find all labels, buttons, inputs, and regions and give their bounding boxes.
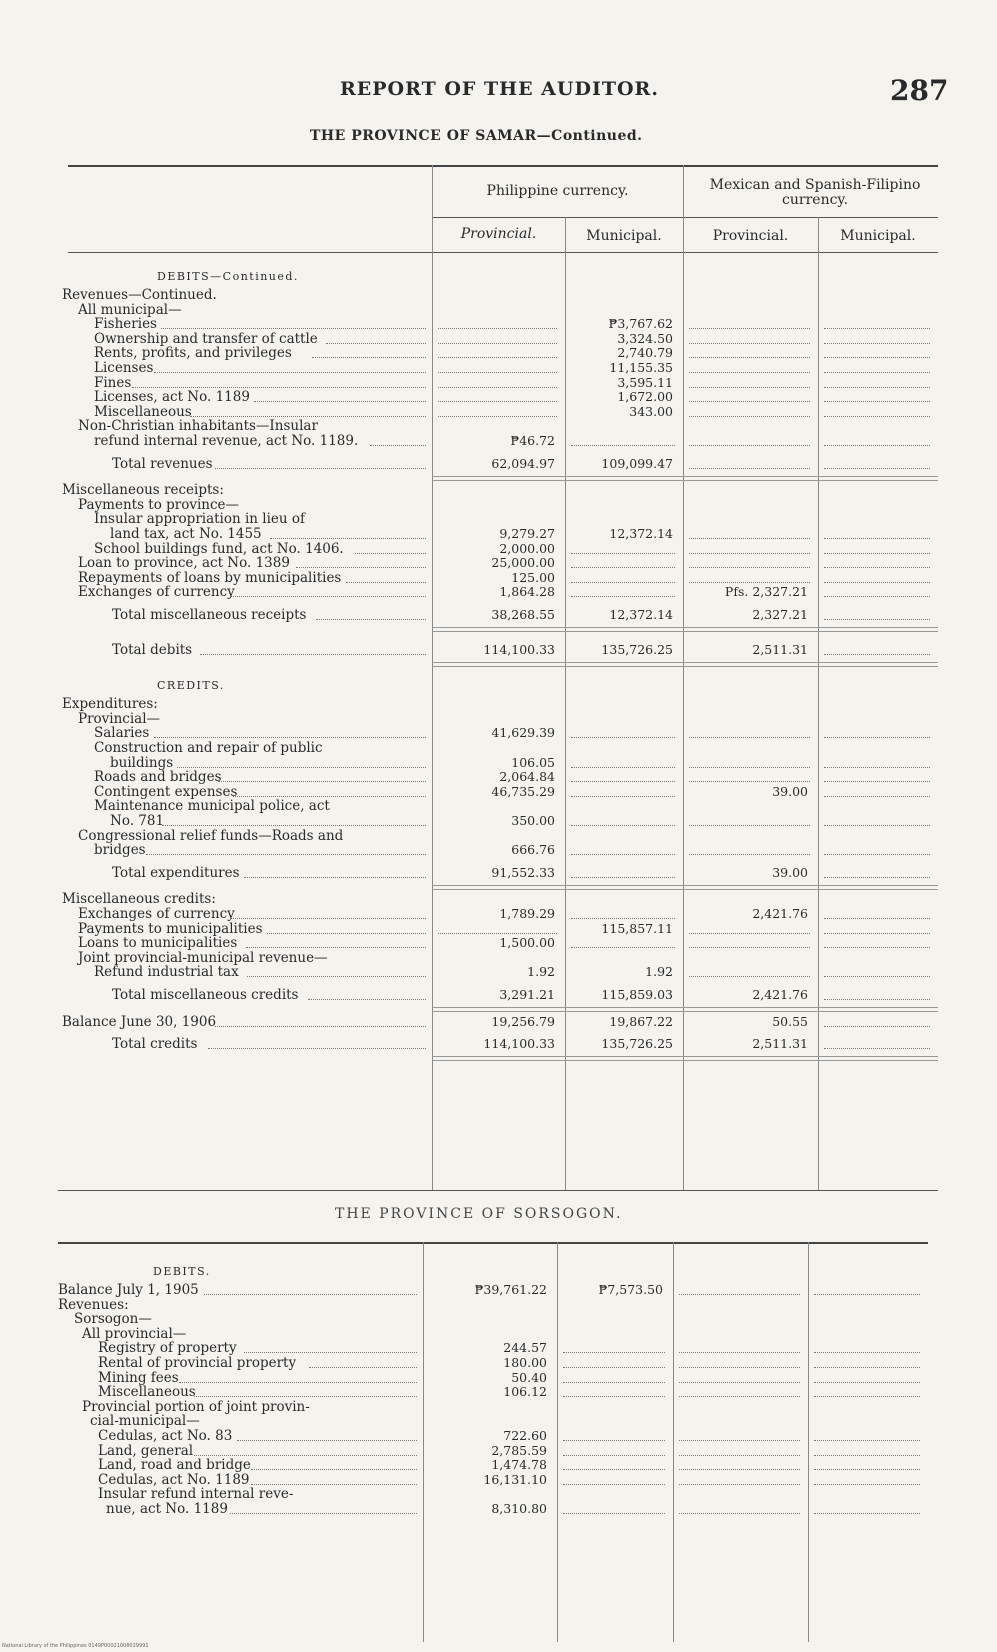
empty-cell-dots [438,416,557,417]
row-label: Mining fees [98,1369,179,1386]
cell-value: 2,511.31 [752,1036,808,1052]
cell-value: 2,327.21 [752,607,808,622]
empty-cell-dots [824,654,930,655]
leader-dots [267,933,426,934]
cell-value: 114,100.33 [483,641,555,657]
empty-cell-dots [689,538,810,539]
cell-value: 2,421.76 [752,987,808,1002]
leader-dots [270,538,426,539]
empty-cell-dots [689,854,810,855]
report-title: REPORT OF THE AUDITOR. [340,78,659,100]
empty-cell-dots [689,357,810,358]
empty-cell-dots [563,1352,665,1353]
sorsogon-title: THE PROVINCE OF SORSOGON. [335,1206,623,1222]
empty-cell-dots [814,1455,920,1456]
leader-dots [237,1440,417,1441]
total-label: Total revenues [112,455,213,472]
empty-cell-dots [563,1396,665,1397]
cell-value: 1,500.00 [499,935,555,951]
cell-value: 8,310.80 [491,1501,547,1516]
total-rule [432,885,938,890]
total-label: Total expenditures [112,864,240,881]
empty-cell-dots [824,781,930,782]
cell-value: 11,155.35 [609,360,673,375]
row-label: Non-Christian inhabitants—Insular [78,418,318,435]
empty-cell-dots [824,918,930,919]
leader-dots [132,387,426,388]
col-divider [673,1242,674,1642]
empty-cell-dots [438,328,557,329]
row-label: All municipal— [78,301,182,318]
col-header-provincial: Provincial. [460,226,537,242]
cell-value: 666.76 [511,842,555,858]
empty-cell-dots [824,825,930,826]
cell-value: 2,785.59 [491,1442,547,1458]
row-label: cial-municipal— [90,1413,200,1430]
cell-value: 50.40 [511,1369,547,1385]
row-label: bridges [94,842,146,859]
cell-value: Pfs. 2,327.21 [724,584,808,600]
empty-cell-dots [563,1513,665,1514]
total-label: Total miscellaneous receipts [112,607,307,623]
row-label: Payments to province— [78,496,240,513]
leader-dots [312,357,426,358]
cell-value: ₱7,573.50 [598,1282,663,1297]
empty-cell-dots [824,372,930,373]
empty-cell-dots [689,781,810,782]
empty-cell-dots [689,387,810,388]
leader-dots [244,1352,417,1353]
empty-cell-dots [824,737,930,738]
cell-value: 1,789.29 [499,906,555,921]
row-label: Revenues: [58,1296,129,1313]
table-top-rule [68,165,938,167]
empty-cell-dots [679,1396,800,1397]
empty-cell-dots [571,737,675,738]
leader-dots [254,401,426,402]
leader-dots [251,1484,417,1485]
empty-cell-dots [824,999,930,1000]
cell-value: 1.92 [527,964,555,980]
leader-dots [154,737,426,738]
empty-cell-dots [824,328,930,329]
row-label: Balance July 1, 1905 [58,1282,199,1298]
empty-cell-dots [571,553,675,554]
row-label: Maintenance municipal police, act [94,798,330,815]
cell-value: 41,629.39 [491,725,555,741]
empty-cell-dots [689,468,810,469]
cell-value: 3,291.21 [499,987,555,1002]
empty-cell-dots [824,401,930,402]
cell-value: 180.00 [503,1355,547,1370]
empty-cell-dots [571,796,675,797]
leader-dots [194,1396,417,1397]
row-label: Balance June 30, 1906 [62,1013,217,1030]
empty-cell-dots [563,1382,665,1383]
empty-cell-dots [689,416,810,417]
cell-value: 2,421.76 [752,906,808,921]
empty-cell-dots [563,1440,665,1441]
empty-cell-dots [824,854,930,855]
empty-cell-dots [679,1440,800,1441]
scan-footer: National Library of the Philippines 0149P00021008029991 [2,1643,149,1649]
empty-cell-dots [689,737,810,738]
empty-cell-dots [824,357,930,358]
empty-cell-dots [824,468,930,469]
total-label: Total credits [112,1036,198,1053]
empty-cell-dots [571,445,675,446]
cell-value: 135,726.25 [601,1036,673,1052]
empty-cell-dots [571,596,675,597]
empty-cell-dots [563,1367,665,1368]
cell-value: 2,064.84 [499,769,555,785]
row-label: Cedulas, act No. 1189 [98,1471,250,1488]
empty-cell-dots [689,825,810,826]
empty-cell-dots [571,877,675,878]
empty-cell-dots [824,538,930,539]
leader-dots [146,854,426,855]
row-label: Land, road and bridge [98,1457,251,1474]
leader-dots [230,1513,417,1514]
row-label: Ownership and transfer of cattle [94,330,318,347]
row-label: All provincial— [82,1325,187,1342]
cell-value: 19,867.22 [609,1013,673,1029]
empty-cell-dots [814,1484,920,1485]
empty-cell-dots [689,343,810,344]
empty-cell-dots [438,372,557,373]
cell-value: 106.05 [511,754,555,770]
page-number: 287 [890,74,949,107]
row-label: Sorsogon— [74,1311,152,1328]
row-label: Roads and bridges [94,769,222,786]
col-divider [557,1242,558,1642]
row-label: Contingent expenses [94,783,238,800]
leader-dots [154,372,426,373]
col-header-municipal: Municipal. [840,228,916,244]
empty-cell-dots [689,553,810,554]
row-label: Provincial portion of joint provin- [82,1398,310,1415]
section-heading: DEBITS—Continued. [157,270,299,283]
leader-dots [308,999,426,1000]
empty-cell-dots [563,1469,665,1470]
empty-cell-dots [563,1455,665,1456]
empty-cell-dots [689,372,810,373]
cell-value: 1,672.00 [617,389,673,405]
cell-value: ₱3,767.62 [608,316,673,332]
cell-value: 244.57 [503,1340,547,1356]
cell-value: 62,094.97 [491,455,555,471]
row-label: School buildings fund, act No. 1406. [94,540,344,557]
cell-value: 19,256.79 [491,1013,555,1029]
leader-dots [215,468,426,469]
row-label: Registry of property [98,1340,237,1357]
total-rule [432,1007,938,1012]
cell-value: 2,511.31 [752,641,808,657]
cell-value: 50.55 [772,1013,808,1029]
empty-cell-dots [571,825,675,826]
empty-cell-dots [824,796,930,797]
cell-value: 1.92 [645,964,673,980]
col-group-philippine: Philippine currency. [486,183,629,199]
empty-cell-dots [824,387,930,388]
col-header-municipal: Municipal. [586,228,662,244]
row-label: Loans to municipalities [78,935,238,952]
section-heading: CREDITS. [157,679,225,693]
empty-cell-dots [571,781,675,782]
empty-cell-dots [679,1513,800,1514]
cell-value: 12,372.14 [609,607,673,622]
row-label: Payments to municipalities [78,920,263,937]
col-divider [818,217,819,1190]
cell-value: 16,131.10 [483,1471,547,1487]
leader-dots [204,1294,417,1295]
empty-cell-dots [438,343,557,344]
empty-cell-dots [824,596,930,597]
leader-dots [215,1026,426,1027]
row-label: buildings [110,754,174,771]
empty-cell-dots [689,567,810,568]
row-label: Miscellaneous receipts: [62,482,224,499]
leader-dots [251,1469,417,1470]
empty-cell-dots [824,976,930,977]
leader-dots [200,654,426,655]
leader-dots [194,1455,417,1456]
leader-dots [346,582,426,583]
samar-title: THE PROVINCE OF SAMAR—Continued. [310,128,643,144]
row-label: Expenditures: [62,696,158,713]
empty-cell-dots [689,582,810,583]
cell-value: 350.00 [511,813,555,828]
leader-dots [246,947,426,948]
row-label: nue, act No. 1189 [106,1501,228,1517]
leader-dots [316,619,426,620]
empty-cell-dots [689,328,810,329]
cell-value: 722.60 [503,1428,547,1443]
cell-value: ₱46.72 [510,433,555,448]
cell-value: 91,552.33 [491,864,555,880]
cell-value: 1,474.78 [491,1457,547,1473]
total-rule [432,1056,938,1061]
empty-cell-dots [824,619,930,620]
empty-cell-dots [814,1469,920,1470]
row-label: Repayments of loans by municipalities [78,569,342,586]
cell-value: 343.00 [629,403,673,419]
empty-cell-dots [814,1352,920,1353]
row-label: Rental of provincial property [98,1355,297,1371]
cell-value: 2,740.79 [617,345,673,361]
empty-cell-dots [571,767,675,768]
leader-dots [208,1048,426,1049]
empty-cell-dots [814,1367,920,1368]
empty-cell-dots [689,976,810,977]
table-top-rule [58,1242,928,1244]
empty-cell-dots [824,416,930,417]
row-label: Insular appropriation in lieu of [94,511,306,528]
row-label: Licenses [94,360,154,376]
empty-cell-dots [679,1469,800,1470]
cell-value: 9,279.27 [499,526,555,541]
empty-cell-dots [824,567,930,568]
empty-cell-dots [438,401,557,402]
row-label: Loan to province, act No. 1389 [78,555,290,572]
row-label: Fines [94,374,132,391]
empty-cell-dots [679,1294,800,1295]
row-label: Cedulas, act No. 83 [98,1428,233,1444]
row-label: Provincial— [78,710,161,727]
row-label: Congressional relief funds—Roads and [78,827,344,844]
leader-dots [244,877,426,878]
empty-cell-dots [563,1484,665,1485]
cell-value: 3,324.50 [617,330,673,346]
col-divider [808,1242,809,1642]
cell-value: 115,859.03 [601,987,673,1002]
empty-cell-dots [824,767,930,768]
leader-dots [326,343,426,344]
cell-value: 25,000.00 [491,555,555,571]
empty-cell-dots [824,947,930,948]
row-label: Licenses, act No. 1189 [94,389,250,406]
empty-cell-dots [689,401,810,402]
row-label: No. 781 [110,813,165,829]
row-label: Joint provincial-municipal revenue— [78,949,328,966]
empty-cell-dots [679,1484,800,1485]
empty-cell-dots [438,357,557,358]
empty-cell-dots [824,553,930,554]
cell-value: 1,864.28 [499,584,555,600]
row-label: Land, general [98,1442,194,1459]
row-label: Construction and repair of public [94,740,323,756]
cell-value: ₱39,761.22 [474,1282,547,1297]
total-label: Total miscellaneous credits [112,987,299,1003]
col-group-mexican: Mexican and Spanish-Filipino currency. [709,177,921,208]
empty-cell-dots [689,933,810,934]
empty-cell-dots [824,343,930,344]
section-heading: DEBITS. [153,1265,211,1278]
empty-cell-dots [679,1367,800,1368]
empty-cell-dots [814,1396,920,1397]
empty-cell-dots [814,1294,920,1295]
cell-value: 109,099.47 [601,455,673,471]
row-label: Revenues—Continued. [62,287,217,303]
row-label: Rents, profits, and privileges [94,345,292,362]
leader-dots [231,918,426,919]
cell-value: 39.00 [772,783,808,799]
cell-value: 2,000.00 [499,540,555,556]
leader-dots [233,796,426,797]
empty-cell-dots [814,1513,920,1514]
cell-value: 38,268.55 [491,607,555,622]
cell-value: 106.12 [503,1384,547,1400]
leader-dots [247,976,426,977]
empty-cell-dots [438,387,557,388]
empty-cell-dots [824,1048,930,1049]
total-rule [432,476,938,481]
empty-cell-dots [824,877,930,878]
cell-value: 125.00 [511,569,555,585]
leader-dots [161,328,426,329]
leader-dots [231,596,426,597]
table-bottom-rule [58,1190,938,1191]
empty-cell-dots [824,1026,930,1027]
row-label: land tax, act No. 1455 [110,526,262,542]
empty-cell-dots [814,1440,920,1441]
empty-cell-dots [571,567,675,568]
empty-cell-dots [571,947,675,948]
col-header-provincial: Provincial. [712,228,789,244]
empty-cell-dots [571,918,675,919]
leader-dots [370,445,426,446]
empty-cell-dots [824,582,930,583]
row-label: refund internal revenue, act No. 1189. [94,433,359,449]
leader-dots [355,553,426,554]
empty-cell-dots [814,1382,920,1383]
group-rule [432,217,938,218]
empty-cell-dots [824,933,930,934]
row-label: Miscellaneous [98,1384,196,1401]
row-label: Insular refund internal reve- [98,1486,294,1503]
cell-value: 46,735.29 [491,783,555,799]
leader-dots [190,416,426,417]
cell-value: 39.00 [772,864,808,880]
empty-cell-dots [824,445,930,446]
total-rule [432,627,938,632]
empty-cell-dots [571,854,675,855]
row-label: Salaries [94,725,150,742]
cell-value: 3,595.11 [617,374,673,390]
row-label: Refund industrial tax [94,964,239,981]
header-bottom-rule [68,252,938,253]
cell-value: 115,857.11 [601,920,673,936]
empty-cell-dots [679,1352,800,1353]
row-label: Miscellaneous [94,403,192,420]
leader-dots [309,1367,417,1368]
leader-dots [162,825,426,826]
empty-cell-dots [689,445,810,446]
empty-cell-dots [571,582,675,583]
empty-cell-dots [679,1455,800,1456]
leader-dots [179,1382,417,1383]
row-label: Fisheries [94,316,157,333]
empty-cell-dots [679,1382,800,1383]
leader-dots [177,767,426,768]
cell-value: 114,100.33 [483,1036,555,1052]
empty-cell-dots [438,933,557,934]
cell-value: 135,726.25 [601,641,673,657]
row-label: Miscellaneous credits: [62,891,216,908]
total-rule [432,662,938,667]
leader-dots [218,781,426,782]
total-label: Total debits [112,641,193,658]
empty-cell-dots [689,947,810,948]
cell-value: 12,372.14 [609,526,673,541]
empty-cell-dots [689,767,810,768]
row-label: Exchanges of currency [78,584,235,601]
row-label: Exchanges of currency [78,906,235,922]
leader-dots [296,567,426,568]
